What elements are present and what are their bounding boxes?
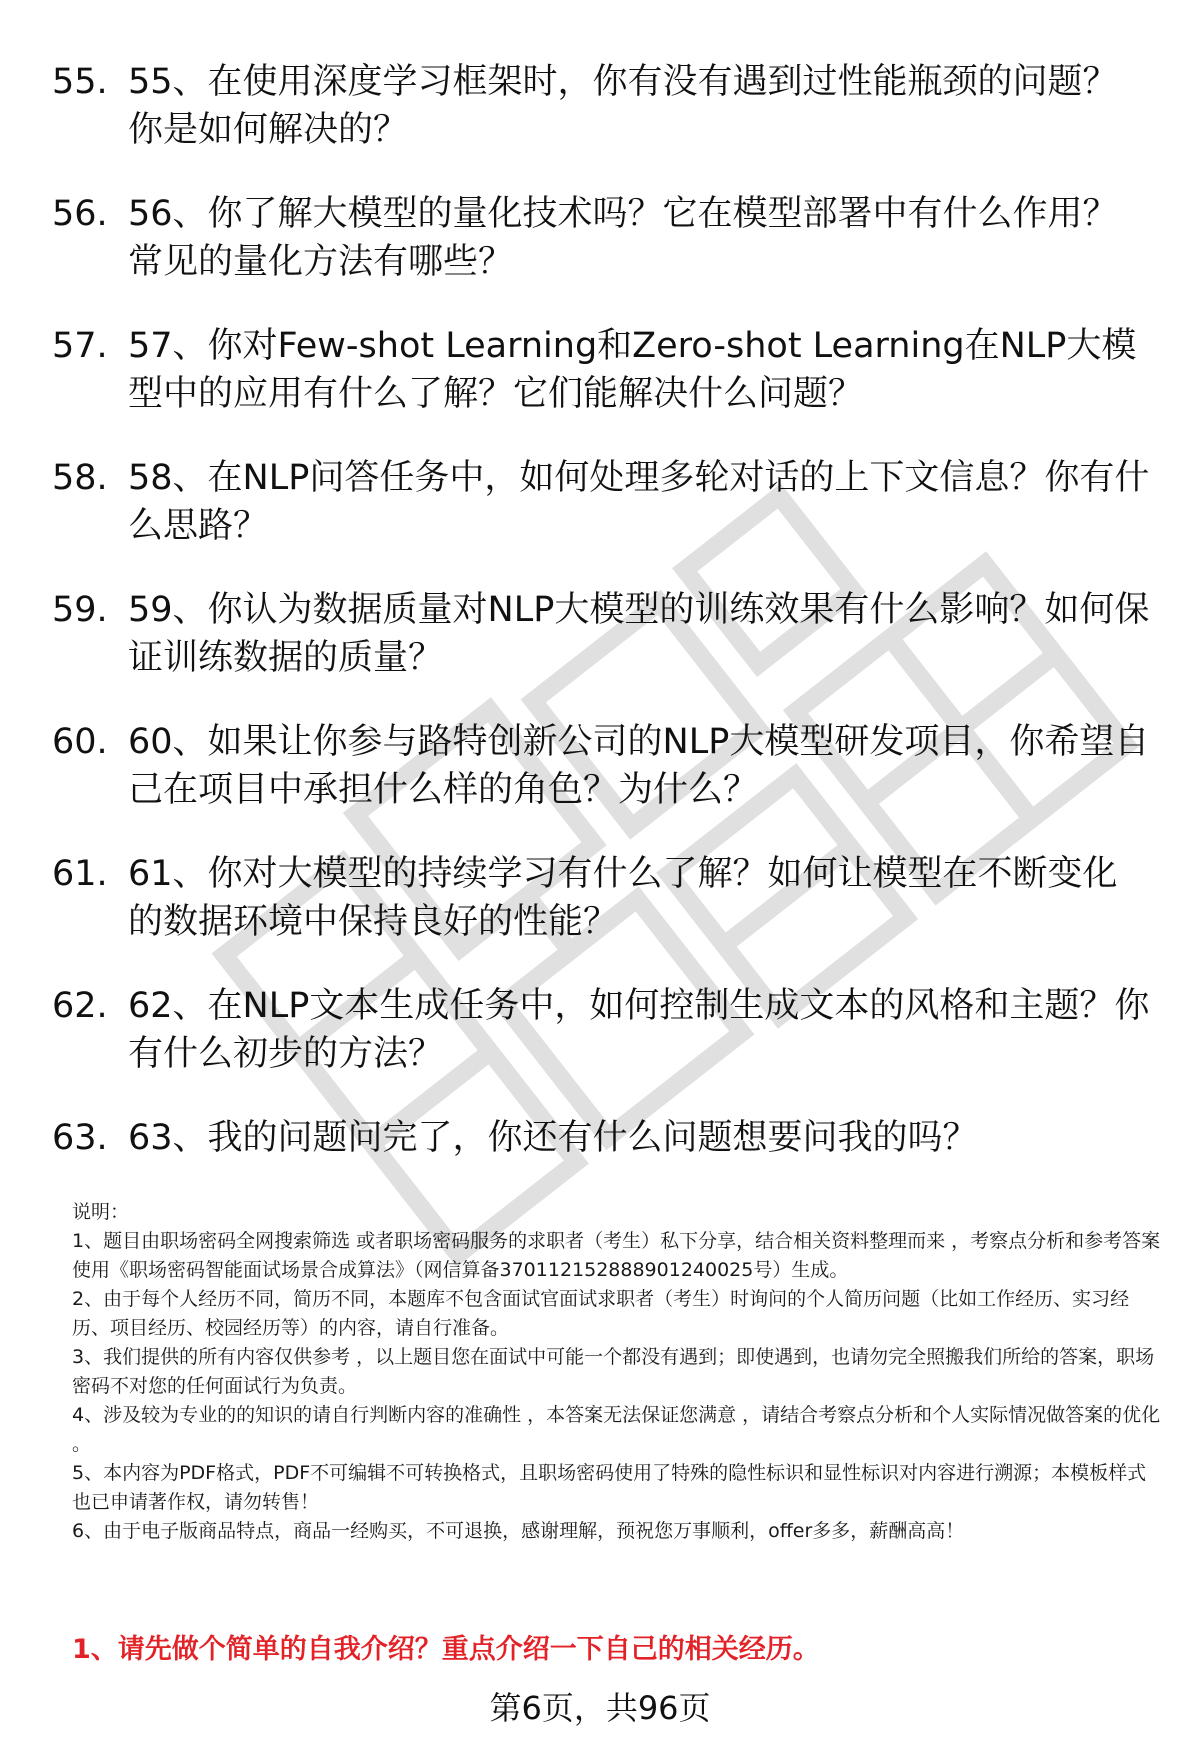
highlighted-question: 1、请先做个简单的自我介绍？重点介绍一下自己的相关经历。 [72,1634,820,1665]
question-text: 55、在使用深度学习框架时，你有没有遇到过性能瓶颈的问题？你是如何解决的？ [128,62,1118,150]
question-item [52,718,1152,814]
question-item [52,190,1152,286]
page-footer: 第6页，共96页 [489,1689,711,1727]
question-item [52,982,1152,1078]
note-item: 2、由于每个人经历不同，简历不同，本题库不包含面试官面试求职者（考生）时询问的个人简历问题（比如工作经历、实习经历、项目经历、校园经历等）的内容，请自行准备。 [72,1288,1130,1339]
note-item: 5、本内容为PDF格式，PDF不可编辑不可转换格式，且职场密码使用了特殊的隐性标识和显性标识对内容进行溯源；本模板样式也已申请著作权，请勿转售！ [72,1462,1147,1513]
question-text: 57、你对Few-shot Learning和Zero-shot Learning在NLP大模型中的应用有什么了解？它们能解决什么问题？ [128,326,1137,414]
note-item: 1、题目由职场密码全网搜索筛选 或者职场密码服务的求职者（考生）私下分享，结合相关资料整理而来 ，考察点分析和参考答案使用《职场密码智能面试场景合成算法》（网信算备370112152888901240025号）生成。 [72,1230,1161,1281]
question-text: 62、在NLP文本生成任务中，如何控制生成文本的风格和主题？你有什么初步的方法？ [128,986,1150,1074]
question-number: 56. [52,194,108,234]
note-item: 3、我们提供的所有内容仅供参考 ，以上题目您在面试中可能一个都没有遇到；即使遇到，也请勿完全照搬我们所给的答案，职场密码不对您的任何面试行为负责。 [72,1346,1155,1397]
question-number: 58. [52,458,108,498]
question-number: 59. [52,590,108,630]
question-number: 57. [52,326,108,366]
question-item [52,586,1152,682]
question-number: 62. [52,986,108,1026]
question-item [52,850,1152,946]
question-text: 60、如果让你参与路特创新公司的NLP大模型研发项目，你希望自己在项目中承担什么样的角色？为什么？ [128,722,1150,810]
question-text: 61、你对大模型的持续学习有什么了解？如何让模型在不断变化的数据环境中保持良好的性能？ [128,854,1118,942]
question-text: 59、你认为数据质量对NLP大模型的训练效果有什么影响？如何保证训练数据的质量？ [128,590,1150,678]
question-item [52,1114,1152,1162]
question-number: 60. [52,722,108,762]
note-item: 4、涉及较为专业的的知识的请自行判断内容的准确性 ，本答案无法保证您满意 ，请结合考察点分析和个人实际情况做答案的优化 。 [72,1404,1161,1455]
question-item [52,322,1152,418]
notes-title: 说明： [72,1201,130,1223]
question-text: 58、在NLP问答任务中，如何处理多轮对话的上下文信息？你有什么思路？ [128,458,1150,546]
question-item [52,454,1152,550]
note-item: 6、由于电子版商品特点，商品一经购买，不可退换，感谢理解，预祝您万事顺利，offer多多，薪酬高高！ [72,1520,965,1542]
question-list [52,58,1152,1198]
notes-section [72,1198,1162,1546]
question-text: 56、你了解大模型的量化技术吗？它在模型部署中有什么作用？常见的量化方法有哪些？ [128,194,1118,282]
question-number: 61. [52,854,108,894]
question-number: 63. [52,1118,108,1158]
question-number: 55. [52,62,108,102]
question-item [52,58,1152,154]
question-text: 63、我的问题问完了，你还有什么问题想要问我的吗？ [128,1118,978,1158]
